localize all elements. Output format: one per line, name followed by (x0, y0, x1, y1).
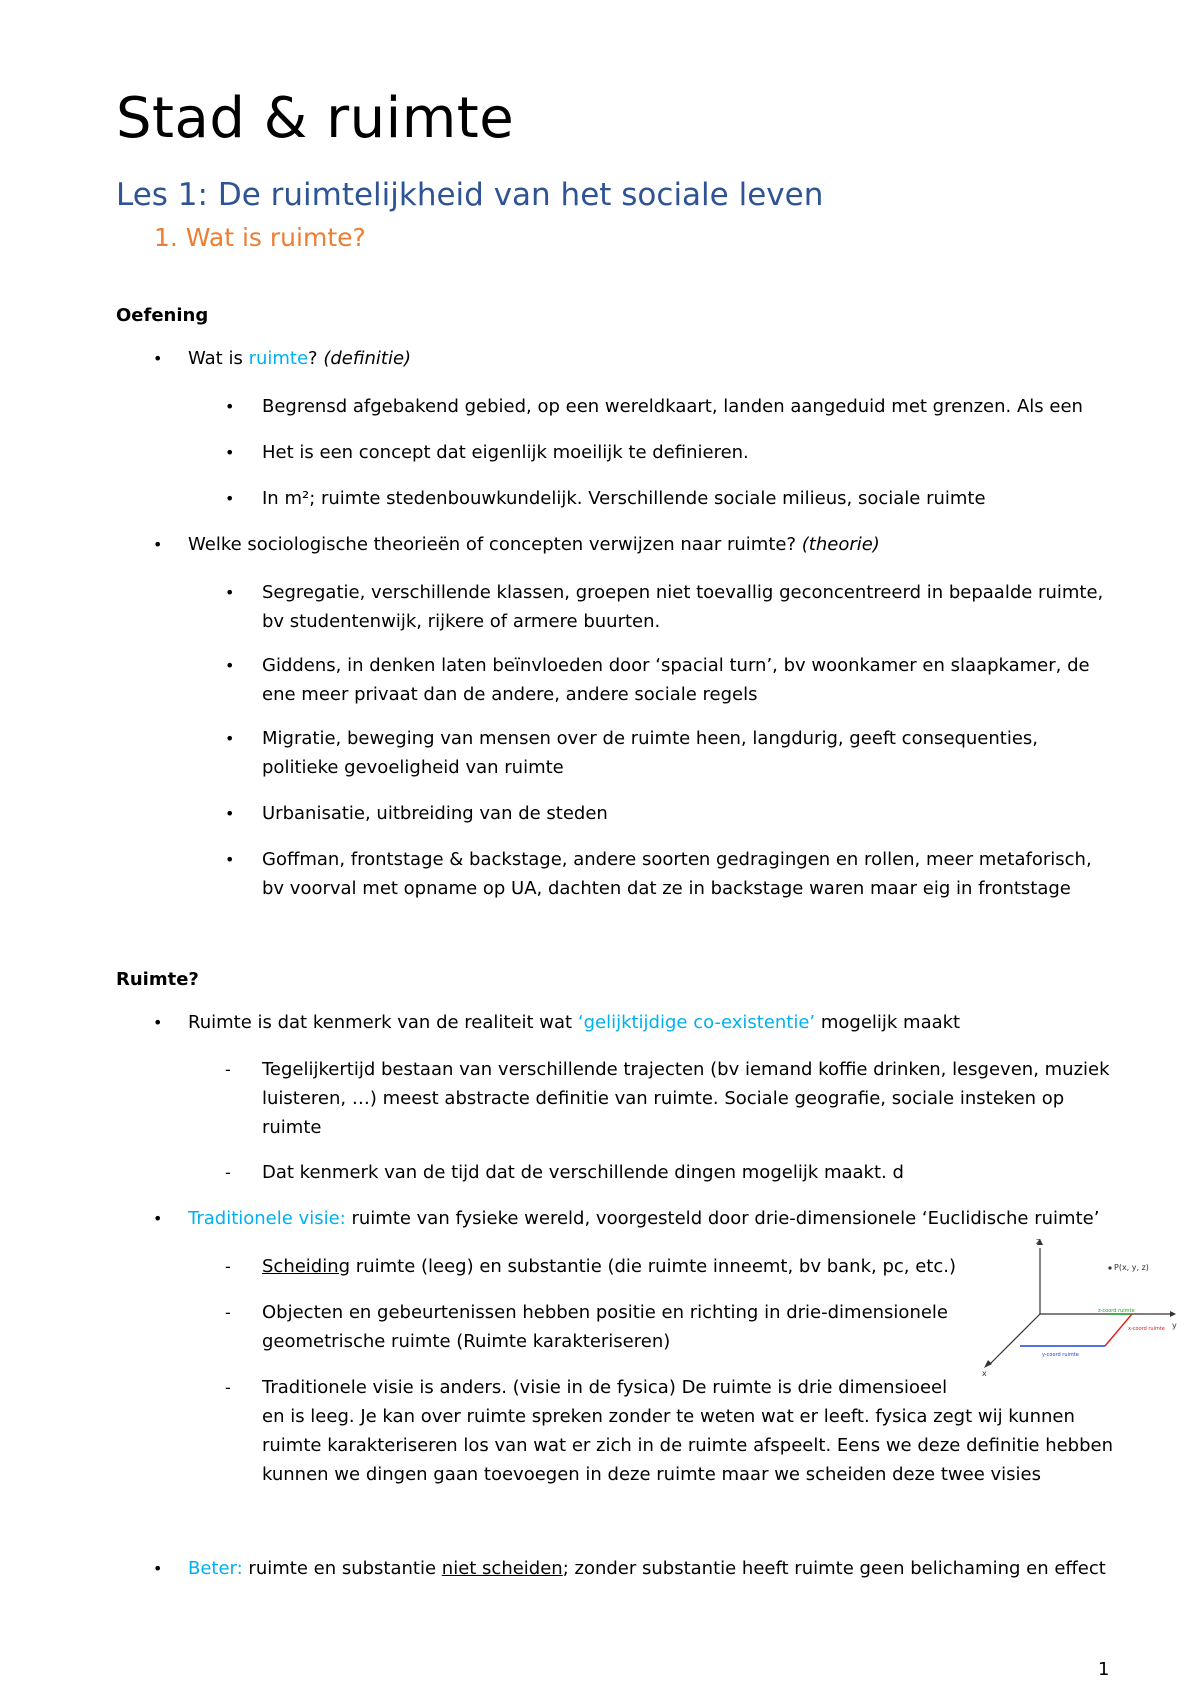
question-text: Wat is (188, 348, 249, 369)
list-item: Tegelijkertijd bestaan van verschillende trajecten (bv iemand koffie drinken, lesgeven, muziek (262, 1059, 1110, 1080)
dash-marker: - (225, 1303, 231, 1322)
x-axis (990, 1314, 1040, 1364)
list-item: Het is een concept dat eigenlijk moeilijk te definieren. (262, 442, 749, 463)
bullet: • (225, 656, 235, 675)
bullet: • (153, 1559, 163, 1578)
bullet: • (225, 583, 235, 602)
list-item: Dat kenmerk van de tijd dat de verschillende dingen mogelijk maakt. d (262, 1162, 904, 1183)
list-item-continuation: politieke gevoeligheid van ruimte (262, 757, 564, 778)
bullet: • (153, 349, 163, 368)
list-item-continuation: kunnen we dingen gaan toevoegen in deze ruimte maar we scheiden deze twee visies (262, 1464, 1041, 1485)
underlined-niet-scheiden: niet scheiden (441, 1558, 563, 1579)
z-coord-label: z-coord ruimte (1098, 1308, 1135, 1314)
ruimte-definition (188, 1008, 960, 1037)
list-item-continuation: ruimte (262, 1117, 322, 1138)
bullet: • (225, 850, 235, 869)
question-text: Welke sociologische theorieën of concepten verwijzen naar ruimte? (188, 534, 802, 555)
projection-lines (1020, 1314, 1132, 1346)
question-note: (theorie) (801, 534, 880, 555)
list-item-text: ruimte (leeg) en substantie (die ruimte inneemt, bv bank, pc, etc.) (350, 1256, 956, 1277)
y-label: y (1172, 1321, 1177, 1330)
document-title: Stad & ruimte (116, 86, 515, 151)
list-item-continuation: bv voorval met opname op UA, dachten dat ze in backstage waren maar eig in frontstage (262, 878, 1071, 899)
list-item: Migratie, beweging van mensen over de ruimte heen, langdurig, geeft consequenties, (262, 728, 1039, 749)
bullet: • (225, 729, 235, 748)
dash-marker: - (225, 1163, 231, 1182)
question-definition (188, 344, 411, 373)
list-item (262, 1252, 956, 1281)
x-label: x (982, 1369, 987, 1378)
point-marker (1108, 1266, 1111, 1269)
keyword-co-existentie: ‘gelijktijdige co-existentie’ (577, 1012, 816, 1033)
list-item: Begrensd afgebakend gebied, op een wereldkaart, landen aangeduid met grenzen. Als een (262, 396, 1083, 417)
bullet: • (225, 443, 235, 462)
list-item: Goffman, frontstage & backstage, andere soorten gedragingen en rollen, meer metaforisch, (262, 849, 1092, 870)
bullet: • (225, 397, 235, 416)
list-item-continuation: ene meer privaat dan de andere, andere sociale regels (262, 684, 758, 705)
list-item: Traditionele visie is anders. (visie in de fysica) De ruimte is drie dimensioeel (262, 1377, 948, 1398)
keyword-traditionele-visie: Traditionele visie: (188, 1208, 346, 1229)
bullet: • (225, 489, 235, 508)
dash-marker: - (225, 1257, 231, 1276)
underlined-scheiding: Scheiding (262, 1256, 351, 1277)
paragraph-text: mogelijk maakt (815, 1012, 961, 1033)
beter-visie (188, 1554, 1106, 1583)
dash-marker: - (225, 1378, 231, 1397)
question-note: (definitie) (323, 348, 412, 369)
ruimte-heading: Ruimte? (116, 969, 199, 990)
bullet: • (153, 535, 163, 554)
section-heading: 1. Wat is ruimte? (154, 223, 366, 252)
paragraph-text: Ruimte is dat kenmerk van de realiteit wat (188, 1012, 578, 1033)
x-coord-label: x-coord ruimte (1128, 1326, 1165, 1332)
list-item-continuation: geometrische ruimte (Ruimte karakteriseren) (262, 1331, 671, 1352)
list-item: Objecten en gebeurtenissen hebben positie en richting in drie-dimensionele (262, 1302, 948, 1323)
paragraph-text: ruimte en substantie (242, 1558, 442, 1579)
list-item: Segregatie, verschillende klassen, groepen niet toevallig geconcentreerd in bepaalde ruimte, (262, 582, 1104, 603)
oefening-heading: Oefening (116, 305, 209, 326)
list-item-continuation: en is leeg. Je kan over ruimte spreken zonder te weten wat er leeft. fysica zegt wij kunnen (262, 1406, 1075, 1427)
paragraph-text: ruimte van fysieke wereld, voorgesteld door drie-dimensionele ‘Euclidische ruimte’ (345, 1208, 1100, 1229)
bullet: • (225, 804, 235, 823)
z-label: z (1036, 1237, 1041, 1247)
point-label: P(x, y, z) (1114, 1263, 1149, 1272)
list-item-continuation: bv studentenwijk, rijkere of armere buurten. (262, 611, 661, 632)
page-number: 1 (1098, 1659, 1110, 1680)
question-mark: ? (308, 348, 324, 369)
y-arrow-icon (1170, 1311, 1176, 1317)
keyword-beter: Beter: (188, 1558, 243, 1579)
list-item: Urbanisatie, uitbreiding van de steden (262, 803, 608, 824)
question-theory (188, 530, 880, 559)
list-item: In m²; ruimte stedenbouwkundelijk. Verschillende sociale milieus, sociale ruimte (262, 488, 986, 509)
x-arrow-icon (984, 1360, 992, 1368)
keyword-ruimte: ruimte (248, 348, 309, 369)
dash-marker: - (225, 1060, 231, 1079)
paragraph-text: ; zonder substantie heeft ruimte geen belichaming en effect (562, 1558, 1106, 1579)
list-item-continuation: luisteren, …) meest abstracte definitie van ruimte. Sociale geografie, sociale insteken op (262, 1088, 1065, 1109)
y-coord-label: y-coord ruimte (1042, 1352, 1079, 1358)
lesson-heading: Les 1: De ruimtelijkheid van het sociale leven (116, 177, 824, 213)
bullet: • (153, 1013, 163, 1032)
traditionele-visie (188, 1204, 1099, 1233)
list-item-continuation: ruimte karakteriseren los van wat er zich in de ruimte afspeelt. Eens we deze definitie hebben (262, 1435, 1114, 1456)
list-item: Giddens, in denken laten beïnvloeden door ‘spacial turn’, bv woonkamer en slaapkamer, de (262, 655, 1090, 676)
euclidean-space-diagram (980, 1236, 1180, 1386)
bullet: • (153, 1209, 163, 1228)
